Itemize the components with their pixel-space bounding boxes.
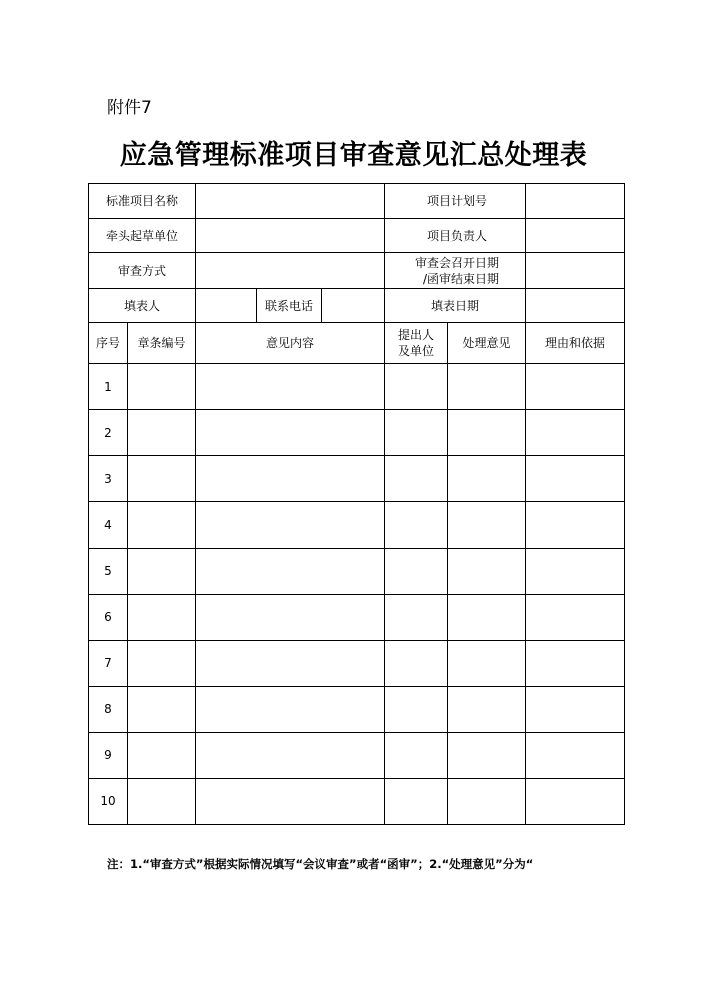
table-row bbox=[89, 640, 625, 686]
row-opinion-cell[interactable] bbox=[196, 686, 385, 732]
table-row bbox=[89, 732, 625, 778]
row-clause-cell[interactable] bbox=[128, 456, 196, 502]
review-method-label: 审查方式 bbox=[89, 253, 196, 289]
row-handling-cell[interactable] bbox=[448, 732, 526, 778]
row-clause-cell[interactable] bbox=[128, 410, 196, 456]
info-row-unit bbox=[89, 219, 625, 253]
project-name-label: 标准项目名称 bbox=[89, 184, 196, 219]
row-proposer-cell[interactable] bbox=[385, 594, 448, 640]
review-method-field[interactable] bbox=[196, 253, 385, 289]
row-reason-cell[interactable] bbox=[526, 732, 625, 778]
meeting-date-label bbox=[385, 253, 526, 289]
row-reason-cell[interactable] bbox=[526, 640, 625, 686]
row-clause-cell[interactable] bbox=[128, 364, 196, 410]
row-opinion-cell[interactable] bbox=[196, 456, 385, 502]
table-row bbox=[89, 686, 625, 732]
form-title: 应急管理标准项目审查意见汇总处理表 bbox=[119, 140, 588, 171]
row-clause-cell[interactable] bbox=[128, 502, 196, 548]
row-seq: 2 bbox=[89, 410, 128, 456]
fill-date-label: 填表日期 bbox=[385, 289, 526, 323]
table-row bbox=[89, 410, 625, 456]
info-row-project bbox=[89, 184, 625, 219]
row-seq: 3 bbox=[89, 456, 128, 502]
row-clause-cell[interactable] bbox=[128, 548, 196, 594]
footnote: 注：1.“审查方式”根据实际情况填写“会议审查”或者“函审”；2.“处理意见”分为“ bbox=[107, 857, 534, 871]
row-proposer-cell[interactable] bbox=[385, 364, 448, 410]
row-clause-cell[interactable] bbox=[128, 640, 196, 686]
row-opinion-cell[interactable] bbox=[196, 410, 385, 456]
row-reason-cell[interactable] bbox=[526, 548, 625, 594]
info-row-review bbox=[89, 253, 625, 289]
row-handling-cell[interactable] bbox=[448, 686, 526, 732]
row-seq: 10 bbox=[89, 778, 128, 824]
row-handling-cell[interactable] bbox=[448, 364, 526, 410]
table-row bbox=[89, 778, 625, 824]
row-handling-cell[interactable] bbox=[448, 548, 526, 594]
row-reason-cell[interactable] bbox=[526, 594, 625, 640]
row-seq: 8 bbox=[89, 686, 128, 732]
row-reason-cell[interactable] bbox=[526, 502, 625, 548]
plan-number-field[interactable] bbox=[526, 184, 625, 219]
table-row bbox=[89, 594, 625, 640]
row-proposer-cell[interactable] bbox=[385, 456, 448, 502]
row-reason-cell[interactable] bbox=[526, 686, 625, 732]
col-header-proposer-line2: 及单位 bbox=[398, 344, 435, 359]
col-header-handling: 处理意见 bbox=[448, 323, 526, 364]
row-opinion-cell[interactable] bbox=[196, 502, 385, 548]
row-handling-cell[interactable] bbox=[448, 778, 526, 824]
row-reason-cell[interactable] bbox=[526, 456, 625, 502]
fill-date-field[interactable] bbox=[526, 289, 625, 323]
row-reason-cell[interactable] bbox=[526, 410, 625, 456]
row-clause-cell[interactable] bbox=[128, 732, 196, 778]
table-row bbox=[89, 364, 625, 410]
row-seq: 1 bbox=[89, 364, 128, 410]
row-handling-cell[interactable] bbox=[448, 456, 526, 502]
row-proposer-cell[interactable] bbox=[385, 502, 448, 548]
col-header-reason: 理由和依据 bbox=[526, 323, 625, 364]
row-opinion-cell[interactable] bbox=[196, 778, 385, 824]
col-header-seq: 序号 bbox=[89, 323, 128, 364]
project-name-field[interactable] bbox=[196, 184, 385, 219]
table-row bbox=[89, 456, 625, 502]
meeting-date-label-line2: /函审结束日期 bbox=[423, 271, 500, 286]
row-opinion-cell[interactable] bbox=[196, 594, 385, 640]
phone-field[interactable] bbox=[322, 289, 385, 323]
lead-unit-field[interactable] bbox=[196, 219, 385, 253]
plan-number-label: 项目计划号 bbox=[385, 184, 526, 219]
row-proposer-cell[interactable] bbox=[385, 548, 448, 594]
lead-unit-label: 牵头起草单位 bbox=[89, 219, 196, 253]
col-header-proposer bbox=[385, 323, 448, 364]
attachment-label: 附件7 bbox=[107, 98, 152, 118]
row-proposer-cell[interactable] bbox=[385, 778, 448, 824]
row-proposer-cell[interactable] bbox=[385, 686, 448, 732]
table-row bbox=[89, 548, 625, 594]
row-reason-cell[interactable] bbox=[526, 778, 625, 824]
meeting-date-label-line1: 审查会召开日期 bbox=[415, 255, 500, 270]
row-opinion-cell[interactable] bbox=[196, 364, 385, 410]
col-header-opinion: 意见内容 bbox=[196, 323, 385, 364]
col-header-clause: 章条编号 bbox=[128, 323, 196, 364]
row-opinion-cell[interactable] bbox=[196, 548, 385, 594]
row-seq: 4 bbox=[89, 502, 128, 548]
row-seq: 9 bbox=[89, 732, 128, 778]
row-seq: 7 bbox=[89, 640, 128, 686]
row-proposer-cell[interactable] bbox=[385, 732, 448, 778]
row-proposer-cell[interactable] bbox=[385, 640, 448, 686]
project-leader-field[interactable] bbox=[526, 219, 625, 253]
row-clause-cell[interactable] bbox=[128, 686, 196, 732]
column-header-row bbox=[89, 323, 625, 364]
row-seq: 6 bbox=[89, 594, 128, 640]
filler-label: 填表人 bbox=[89, 289, 196, 323]
row-handling-cell[interactable] bbox=[448, 410, 526, 456]
row-opinion-cell[interactable] bbox=[196, 732, 385, 778]
row-clause-cell[interactable] bbox=[128, 594, 196, 640]
info-row-filler bbox=[89, 289, 625, 323]
row-clause-cell[interactable] bbox=[128, 778, 196, 824]
col-header-proposer-line1: 提出人 bbox=[398, 328, 435, 343]
row-reason-cell[interactable] bbox=[526, 364, 625, 410]
row-handling-cell[interactable] bbox=[448, 502, 526, 548]
row-seq: 5 bbox=[89, 548, 128, 594]
row-handling-cell[interactable] bbox=[448, 640, 526, 686]
meeting-date-field[interactable] bbox=[526, 253, 625, 289]
row-opinion-cell[interactable] bbox=[196, 640, 385, 686]
table-row bbox=[89, 502, 625, 548]
phone-label: 联系电话 bbox=[257, 289, 322, 323]
row-proposer-cell[interactable] bbox=[385, 410, 448, 456]
row-handling-cell[interactable] bbox=[448, 594, 526, 640]
review-summary-table bbox=[88, 183, 625, 825]
project-leader-label: 项目负责人 bbox=[385, 219, 526, 253]
filler-field[interactable] bbox=[196, 289, 257, 323]
